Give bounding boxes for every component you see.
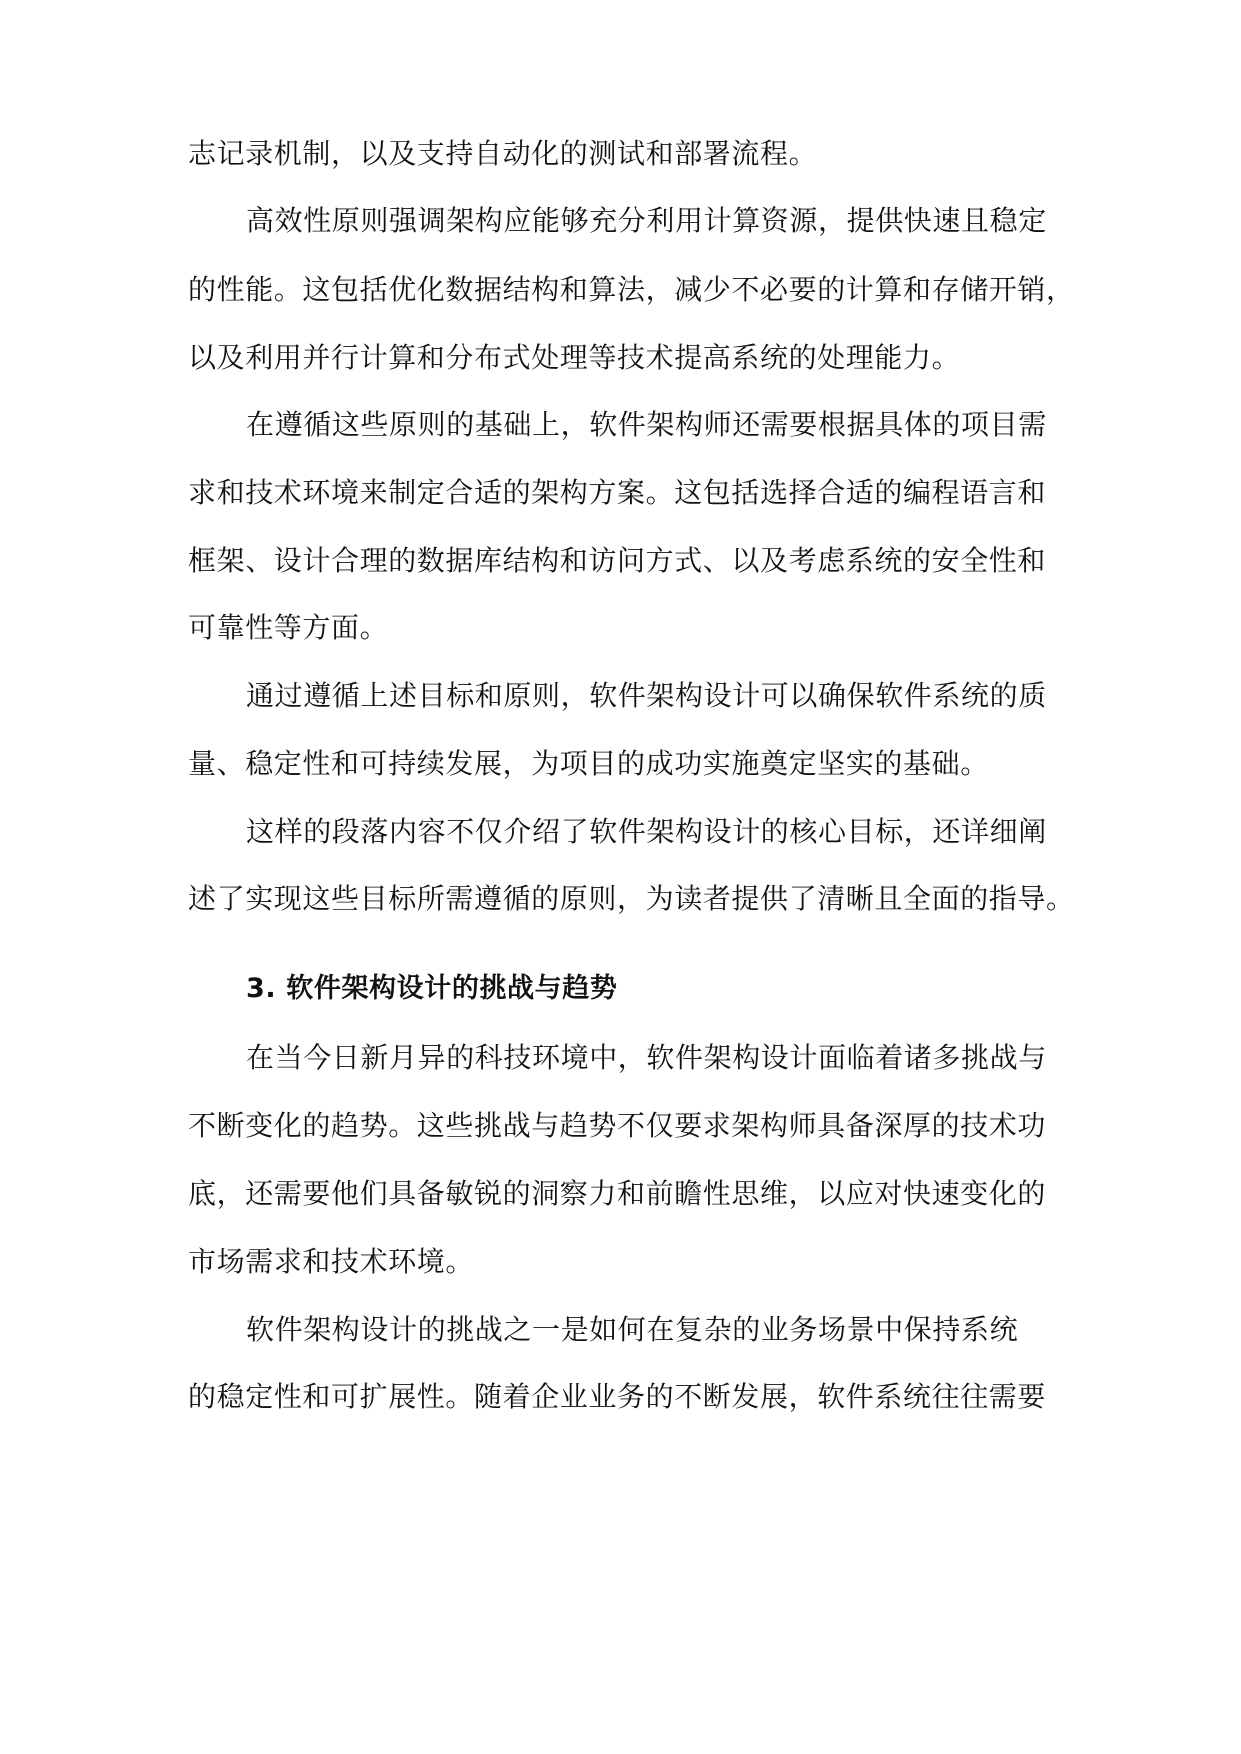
section-heading: 3. 软件架构设计的挑战与趋势 [246,973,618,1004]
text-line: 志记录机制，以及支持自动化的测试和部署流程。 [188,137,818,170]
text-line: 量、稳定性和可持续发展，为项目的成功实施奠定坚实的基础。 [188,747,989,780]
text-line: 软件架构设计的挑战之一是如何在复杂的业务场景中保持系统 [246,1313,1019,1346]
text-line: 高效性原则强调架构应能够充分利用计算资源，提供快速且稳定 [246,204,1047,237]
text-line: 的性能。这包括优化数据结构和算法，减少不必要的计算和存储开销， [188,273,1075,306]
text-line: 在当今日新月异的科技环境中，软件架构设计面临着诸多挑战与 [246,1041,1047,1074]
text-line: 在遵循这些原则的基础上，软件架构师还需要根据具体的项目需 [246,408,1047,441]
text-line: 不断变化的趋势。这些挑战与趋势不仅要求架构师具备深厚的技术功 [188,1109,1047,1142]
text-line: 以及利用并行计算和分布式处理等技术提高系统的处理能力。 [188,341,961,374]
text-line: 可靠性等方面。 [188,611,389,644]
text-line: 这样的段落内容不仅介绍了软件架构设计的核心目标，还详细阐 [246,815,1047,848]
text-line: 框架、设计合理的数据库结构和访问方式、以及考虑系统的安全性和 [188,544,1047,577]
text-line: 底，还需要他们具备敏锐的洞察力和前瞻性思维，以应对快速变化的 [188,1177,1047,1210]
text-line: 述了实现这些目标所需遵循的原则，为读者提供了清晰且全面的指导。 [188,882,1075,915]
text-line: 求和技术环境来制定合适的架构方案。这包括选择合适的编程语言和 [188,476,1047,509]
text-line: 通过遵循上述目标和原则，软件架构设计可以确保软件系统的质 [246,679,1047,712]
text-line: 的稳定性和可扩展性。随着企业业务的不断发展，软件系统往往需要 [188,1380,1047,1413]
text-line: 市场需求和技术环境。 [188,1245,475,1278]
